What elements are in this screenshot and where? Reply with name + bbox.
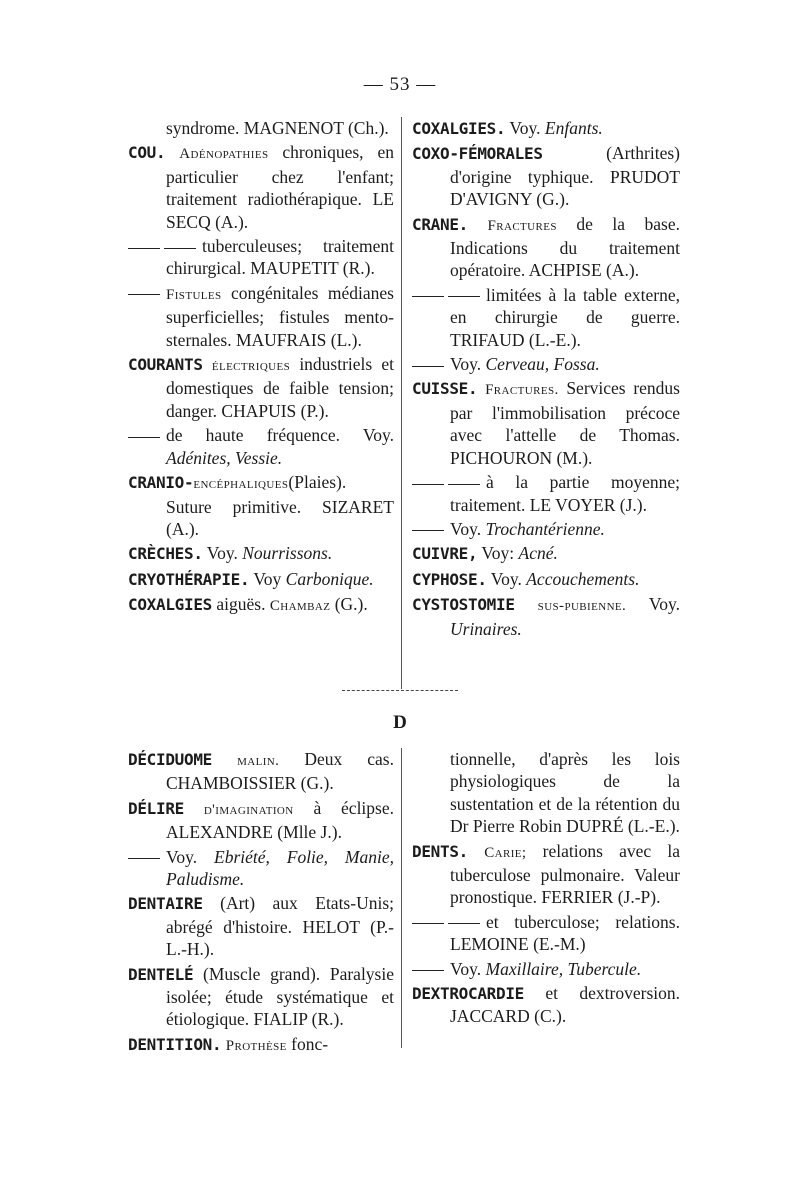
repeat-dash [448, 484, 480, 485]
entry-cuivre [412, 542, 680, 565]
entry-continuation [128, 117, 394, 139]
entry-courants [128, 353, 394, 422]
subject: Fistules [166, 286, 222, 303]
cross-reference: Accouchements. [526, 568, 640, 589]
column-divider [401, 748, 402, 1048]
headword: DENTITION. [128, 1034, 222, 1054]
entry-text: Services rendus par l'immobilisation précoce avec l'attelle de Thomas. PICHOURON (M.). [450, 378, 680, 468]
entry-crane-limitees [412, 284, 680, 351]
entry-coxalgies-aigues [128, 593, 394, 617]
entry-text: fonc- [286, 1033, 329, 1054]
repeat-dash [448, 296, 480, 297]
cross-reference: Nourrissons. [242, 543, 333, 564]
headword: CUISSE. [412, 379, 478, 399]
cross-reference: Cerveau, Fossa. [485, 354, 600, 375]
entry-text: à la partie moyenne; traitement. LE VOYER (J.). [450, 472, 680, 515]
left-column-top [128, 117, 394, 620]
entry-dentition [128, 1033, 394, 1057]
headword: COU. [128, 143, 166, 163]
headword: CRANIO- [128, 473, 194, 493]
repeat-dash [412, 484, 444, 485]
repeat-dash [164, 248, 196, 249]
headword: COXO-FÉMORALES [412, 144, 543, 164]
author: Chambaz [269, 598, 331, 615]
headword: DÉLIRE [128, 798, 184, 818]
entry-text: (Art) aux Etats-Unis; abrégé d'histoire. HELOT (P.-L.-H.). [166, 893, 394, 960]
entry-text: Voy [249, 568, 286, 589]
headword: DENTS. [412, 841, 468, 861]
entry-text: et tuberculose; relations. LEMOINE (E.-M.) [450, 911, 680, 955]
entry-text: et dextroversion. JACCARD (C.). [450, 983, 680, 1027]
cross-reference: Enfants. [544, 118, 603, 138]
entry-text: de la base. Indications du traitement opératoire. ACHPISE (A.). [450, 213, 680, 281]
entry-cou-fistules [128, 282, 394, 351]
repeat-dash [412, 366, 444, 367]
entry-cuisse [412, 377, 680, 469]
entry-cou [128, 141, 394, 233]
headword: DENTELÉ [128, 964, 194, 984]
subject: Adénopathies [179, 146, 269, 163]
entry-text: congénitales médianes superficielles; fistules mento-sternales. MAUFRAIS (L.). [166, 282, 394, 350]
entry-text: de haute fréquence. Voy. [166, 425, 394, 446]
entry-text: (Plaies). Suture primitive. SIZARET (A.). [166, 472, 394, 539]
entry-delire [128, 797, 394, 844]
right-column-bottom [412, 748, 680, 1030]
entry-creches [128, 542, 394, 565]
entry-cuisse-voy [412, 518, 680, 540]
entry-courants-haute [128, 424, 394, 469]
headword: COXALGIES. [412, 119, 506, 138]
entry-text: Voy. [626, 594, 680, 615]
entry-text: Voy. [505, 118, 545, 138]
entry-text: Voy. [202, 543, 243, 564]
column-divider [401, 117, 402, 689]
entry-cryotherapie [128, 568, 394, 591]
entry-text: à éclipse. ALEXANDRE (Mlle J.). [166, 797, 394, 843]
entry-text: (Muscle grand). Paralysie isolée; étude systématique et étiologique. FIALIP (R.). [166, 963, 394, 1030]
entry-continuation [412, 748, 680, 838]
subject: malin. [237, 753, 280, 769]
entry-coxo-femorales [412, 142, 680, 210]
entry-text: Voy: [477, 543, 519, 564]
repeat-dash [412, 970, 444, 971]
entry-deciduome [128, 748, 394, 795]
subject: Prothèse [225, 1037, 287, 1054]
headword: CUIVRE, [412, 544, 478, 564]
section-divider [342, 690, 458, 691]
entry-dextrocardie [412, 982, 680, 1028]
subject: Fractures [487, 217, 557, 234]
subject: électriques [211, 358, 291, 375]
entry-text: syndrome. MAGNENOT (Ch.). [166, 118, 389, 138]
entry-cystostomie [412, 593, 680, 640]
entry-crane-voy [412, 353, 680, 375]
entry-cou-tuberculeuses [128, 235, 394, 280]
entry-cyphose [412, 568, 680, 591]
entry-text: Deux cas. CHAMBOISSIER (G.). [166, 749, 394, 794]
entry-cranio [128, 471, 394, 540]
entry-text: (G.). [330, 594, 368, 615]
repeat-dash [128, 294, 160, 295]
entry-coxalgies [412, 117, 680, 140]
headword: DÉCIDUOME [128, 750, 212, 769]
entry-text: aiguës. [212, 594, 270, 615]
subject: encéphaliques [193, 476, 289, 493]
entry-text: limitées à la table externe, en chirurgie de guerre. TRIFAUD (L.-E.). [450, 284, 680, 350]
entry-text: (Arthrites) d'origine typhique. PRUDOT D'AVIGNY (G.). [450, 143, 680, 210]
page-number: — 53 — [363, 74, 437, 95]
entry-text: chroniques, en particulier chez l'enfant; traitement radiothérapique. LE SECQ (A.). [166, 142, 394, 232]
entry-text: Voy. [450, 354, 486, 375]
headword: DENTAIRE [128, 894, 203, 914]
subject: sus-pubienne. [537, 598, 627, 615]
headword: CRYOTHÉRAPIE. [128, 569, 250, 589]
subject: Fractures. [485, 382, 559, 399]
cross-reference: Trochantérienne. [485, 518, 605, 539]
entry-cuisse-moyenne [412, 471, 680, 516]
cross-reference: Ebriété, Folie, Manie, Paludisme. [166, 846, 395, 890]
subject: Carie; [484, 844, 527, 861]
cross-reference: Carbonique. [285, 568, 374, 589]
entry-text: Voy. [166, 846, 214, 867]
right-column-top [412, 117, 680, 642]
headword: COXALGIES [128, 595, 212, 615]
repeat-dash [128, 858, 160, 859]
headword: CYSTOSTOMIE [412, 595, 515, 615]
cross-reference: Adénites, Vessie. [166, 447, 283, 468]
entry-dents [412, 840, 680, 909]
left-column-bottom [128, 748, 394, 1059]
repeat-dash [128, 437, 160, 438]
entry-delire-voy [128, 846, 394, 891]
cross-reference: Acné. [518, 543, 558, 564]
repeat-dash [412, 530, 444, 531]
entry-text: Voy. [450, 518, 486, 539]
headword: COURANTS [128, 355, 203, 375]
repeat-dash [412, 923, 444, 924]
entry-crane [412, 213, 680, 282]
headword: CYPHOSE. [412, 569, 487, 589]
repeat-dash [448, 923, 480, 924]
entry-dentele [128, 963, 394, 1031]
entry-text: Voy. [450, 958, 486, 979]
entry-dents-tuberculose [412, 911, 680, 956]
entry-text: relations avec la tuberculose pulmonaire. Valeur pronostique. FERRIER (J.-P). [450, 840, 680, 908]
entry-text: tionnelle, d'après les lois physiologiques de la sustentation et de la rétention du Dr Pierre Robin DUPRÉ (L.-E.). [450, 749, 680, 837]
cross-reference: Urinaires. [450, 618, 522, 639]
section-letter: D [393, 712, 407, 733]
entry-dents-voy [412, 958, 680, 980]
subject: d'imagination [203, 801, 294, 818]
entry-text: industriels et domestiques de faible tension; danger. CHAPUIS (P.). [166, 354, 395, 421]
entry-text: tuberculeuses; traitement chirurgical. MAUPETIT (R.). [166, 236, 394, 279]
repeat-dash [128, 248, 160, 249]
entry-text: Voy. [486, 568, 527, 589]
repeat-dash [412, 296, 444, 297]
headword: CRANE. [412, 214, 468, 234]
cross-reference: Maxillaire, Tubercule. [485, 958, 642, 979]
headword: DEXTROCARDIE [412, 984, 524, 1004]
entry-dentaire [128, 892, 394, 960]
headword: CRÈCHES. [128, 544, 203, 564]
